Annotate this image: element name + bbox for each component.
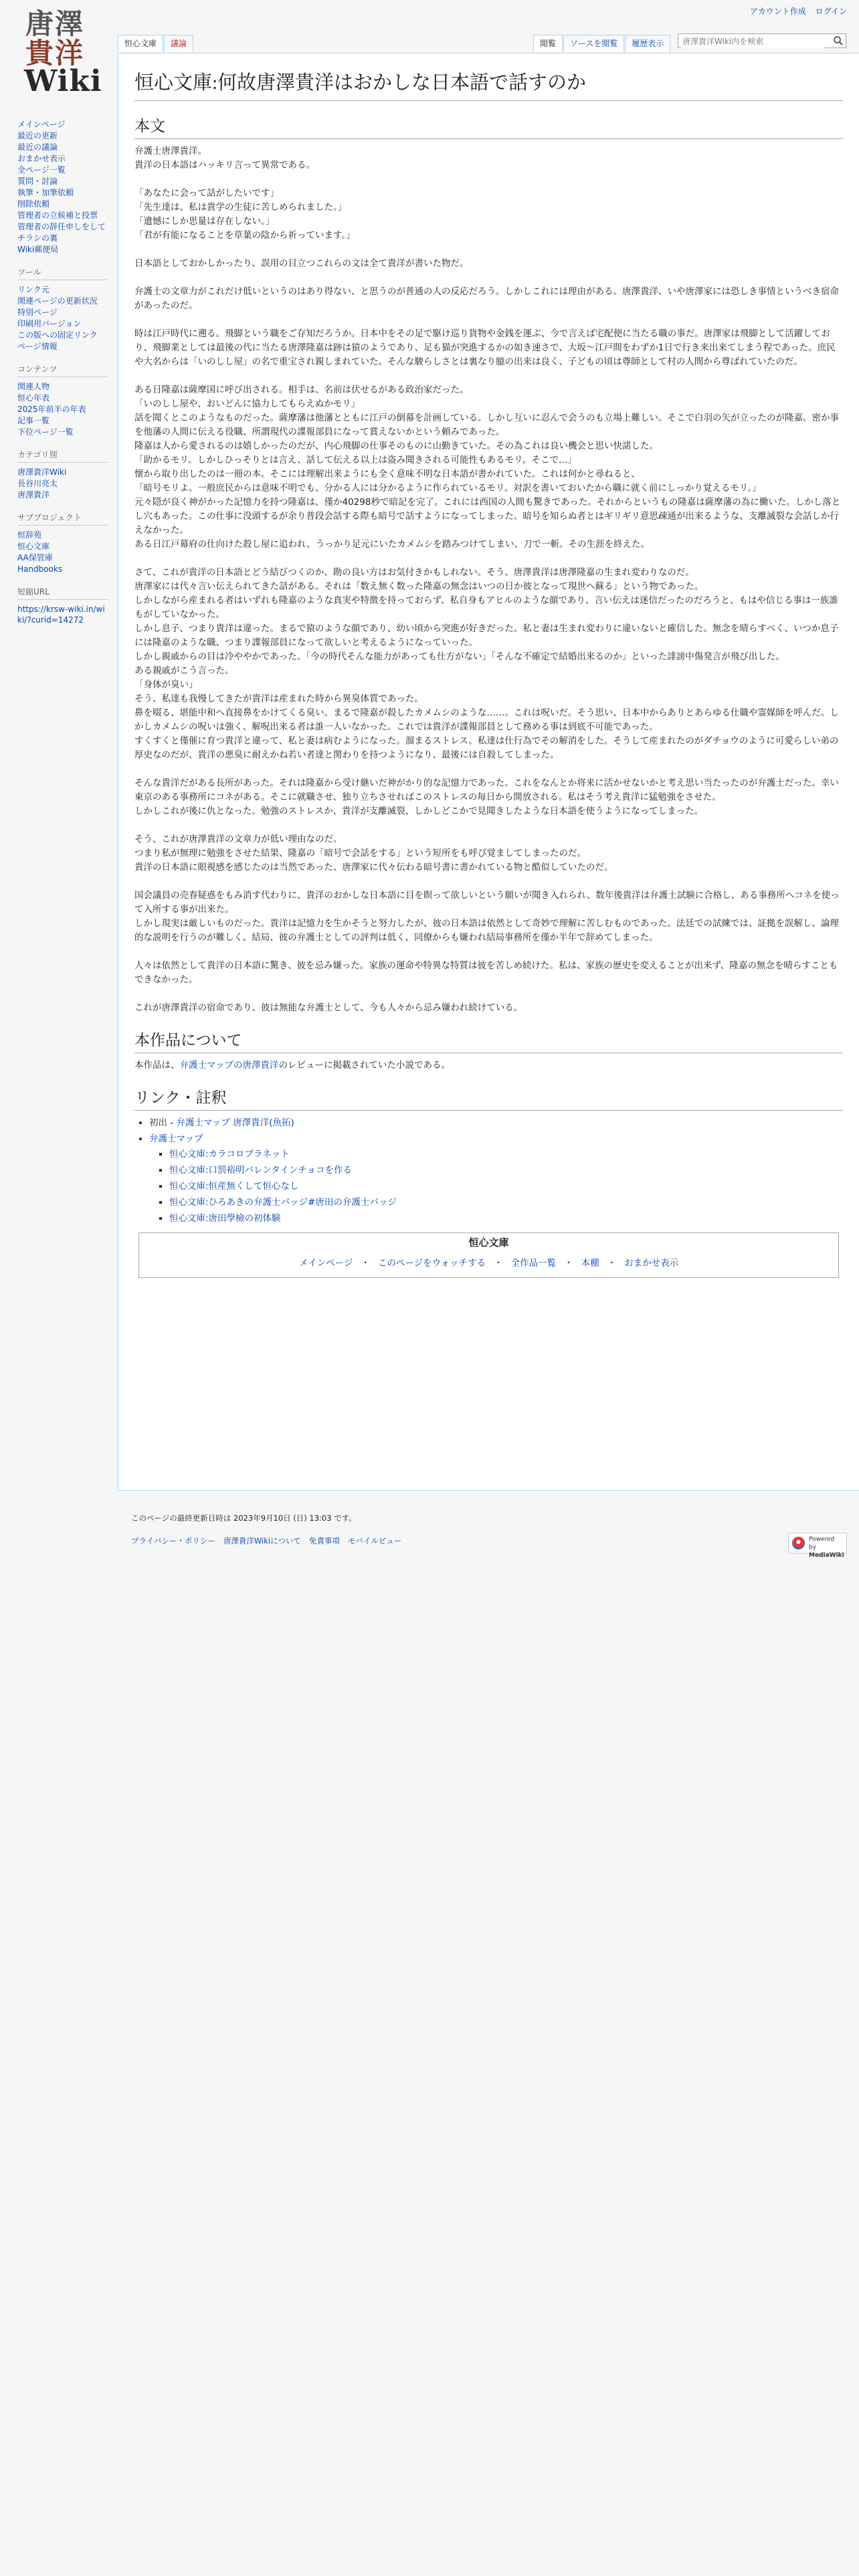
site-logo[interactable] — [20, 9, 100, 96]
sidebar-project-item-3[interactable]: Handbooks — [17, 564, 63, 574]
sidebar-tools-item-2[interactable]: 特別ページ — [17, 308, 58, 317]
sidebar-tools-item-4[interactable]: この版への固定リンク — [17, 330, 98, 340]
sidebar-heading-project: サブプロジェクト — [17, 512, 108, 526]
navbox-separator: ・ — [494, 1258, 503, 1269]
navbox-separator: ・ — [564, 1258, 573, 1269]
tab-read[interactable]: 閲覧 — [533, 35, 563, 51]
sidebar-content-item-2[interactable]: 2025年前半の年表 — [17, 405, 86, 414]
sidebar-nav-item-0[interactable]: メインページ — [17, 120, 66, 129]
last-modified: このページの最終更新日時は 2023年9月10日 (日) 13:03 です。 — [131, 1513, 357, 1523]
footer-places — [131, 1535, 847, 1546]
body-paragraph — [134, 1001, 843, 1015]
list-item — [169, 1196, 843, 1210]
search-icon[interactable] — [833, 35, 844, 46]
logo-wordmark: Wiki — [24, 64, 102, 98]
navbox-items — [139, 1257, 838, 1271]
body-line: 「助かるモリ。しかしひっそりとは言え、話して伝える以上は盗み聞きされる可能性もあるモリ。そこで…」 — [134, 455, 577, 465]
body-paragraph — [134, 566, 843, 762]
footer — [131, 1513, 847, 1559]
related-work-link[interactable]: 恒心文庫:恒産無くして恒心なし — [169, 1181, 299, 1192]
body-line: 日本語としておかしかったり、誤用の目立つこれらの文は全て貴洋が書いた物だ。 — [134, 258, 469, 269]
navbox-separator: ・ — [607, 1258, 617, 1269]
body-line: しかしこれが後に仇となった。勉強のストレスか、貴洋が支離滅裂、しかしどこかで見聞きしたような日本語を使うようになってしまった。 — [134, 806, 704, 817]
powered-by-text: Powered by — [809, 1536, 835, 1551]
logo-text-line2: 貴洋 — [25, 37, 85, 70]
body-line: 「暗号モリよ。一般庶民からは意味不明でも、分かる人には分かるように作られているモリ。対訳を書いておいたから職に就く前にしっかり覚えるモリ。」 — [134, 483, 761, 494]
sidebar-tools-item-3[interactable]: 印刷用バージョン — [17, 319, 82, 328]
body-line: そんな貴洋だがある長所があった。それは隆嘉から受け継いだ神がかり的な記憶力であった。これをなんとか将来に活かせないかと考え思い当たったのが弁護士だった。幸い東京のある事務所にコネがある。そこに就職させ、独り立ちさせればこのストレスの毎日から開放される。私はそう考え貴洋に猛勉強をさせた。 — [134, 778, 839, 802]
sidebar-nav-item-3[interactable]: おまかせ表示 — [17, 154, 66, 163]
body-paragraph — [134, 187, 843, 243]
body-line: 懐から取り出したのは一冊の本。そこには理解出来ようにも全く意味不明な日本語が書かれていた。これは何かと尋ねると、 — [134, 469, 640, 479]
body-line: しかし現実は厳しいものだった。貴洋は記憶力を生かそうと努力したが、彼の日本語は依然として奇妙で理解に苦しむものであった。法廷での試練では、証拠を誤解し、論理的な説明を行うのが難しく、結局、彼の弁護士としての評判は低く、同僚からも嫌われ結局事務所を僅か半年で辞めてしまった。 — [134, 918, 839, 943]
navbox-link[interactable]: 本棚 — [581, 1258, 599, 1269]
navbox-title: 恒心文庫 — [468, 1237, 509, 1249]
body-line: 「遺憾にしか思量は存在しない。」 — [134, 216, 275, 227]
related-work-link[interactable]: 恒心文庫:口罰裕明バレンタインチョコを作る — [169, 1165, 352, 1176]
sidebar-tools-item-0[interactable]: リンク元 — [17, 285, 50, 294]
tab-talk[interactable]: 議論 — [164, 35, 193, 51]
page-title: 恒心文庫:何故唐澤貴洋はおかしな日本語で話すのか — [134, 71, 843, 101]
footer-link[interactable]: 唐澤貴洋Wikiについて — [223, 1536, 301, 1545]
sidebar-nav-item-5[interactable]: 質問・討論 — [17, 177, 58, 186]
login-link[interactable]: ログイン — [815, 7, 847, 16]
body-line: 「君が有能になることを草葉の陰から祈っています。」 — [134, 230, 355, 241]
section-heading-about: 本作品について — [134, 1031, 843, 1053]
body-line: これが唐澤貴洋の宿命であり、彼は無能な弁護士として、今も人々から忌み嫌われ続けている。 — [134, 1002, 523, 1013]
body-line: しかしながら産まれる者はいずれも隆嘉のような真実や特徴を持っておらず、私自身もアヒルのような顔であり、言い伝えは迷信だったのだろうと、もはや信じる事は一族誰もがしていなかった。 — [134, 595, 838, 620]
first-publication-link[interactable]: 弁護士マップ 唐澤貴洋(魚拓) — [176, 1117, 294, 1128]
list-item — [169, 1164, 843, 1178]
footer-link[interactable]: モバイルビュー — [347, 1536, 402, 1545]
sidebar-content — [17, 364, 108, 437]
sidebar-content-item-4[interactable]: 下位ページ一覧 — [17, 427, 74, 437]
personal-tools — [743, 5, 847, 17]
footer-link[interactable]: プライバシー・ポリシー — [131, 1536, 215, 1545]
body-paragraph — [134, 383, 843, 552]
sidebar-nav-item-11[interactable]: Wiki郵便局 — [17, 245, 59, 254]
body-line: 「身体が臭い」 — [134, 679, 198, 690]
tab-history[interactable]: 履歴表示 — [625, 35, 670, 51]
sidebar-tools-item-1[interactable]: 関連ページの更新状況 — [17, 296, 98, 306]
body-line: 隆嘉は人から愛されるのは嬉しかったのだが、内心飛脚の仕事そのものに山勤きていた。その為これは良い機会と思い快諾した。 — [134, 441, 658, 451]
body-line: しかし親戚からの目は冷ややかであった。「今の時代そんな能力があっても仕方がない」「そんな不確定で結婚出来るのか」といった誹謗中傷発言が飛び出した。 — [134, 651, 785, 662]
about-prefix: 本作品は、 — [134, 1060, 180, 1071]
body-paragraph — [134, 776, 843, 819]
body-line: 鼻を啜る、堪能中和へ直接鼻をかけてくる臭い。まるで隆嘉が殺したカメムシのような……。これは呪いだ。そう思い、日本中からありとあらゆる仕職や霊媒師を呼んだ。しかしカメムシの呪いは強く、解呪出来る者は誰一人いなかった。これでは貴洋が諜報部員として務める事は到底不可能であった。 — [134, 708, 839, 732]
navbox — [138, 1232, 839, 1278]
navbox-link[interactable]: 全作品一覧 — [510, 1258, 557, 1269]
about-suffix: のレビューに掲載されていた小説である。 — [278, 1060, 450, 1071]
list-item — [149, 1116, 843, 1130]
sidebar-heading-content: コンテンツ — [17, 364, 108, 377]
body-paragraph — [134, 144, 843, 173]
links-list — [137, 1116, 843, 1226]
list-item — [169, 1180, 843, 1194]
navbox-link[interactable]: このページをウォッチする — [377, 1258, 486, 1269]
sidebar-project — [17, 512, 108, 574]
body-line: 時は江戸時代に遡る。飛脚という職をご存知だろうか。日本中をその足で駆け巡り貨物や金銭を運ぶ、今で言えば宅配便に当たる職の事だ。唐澤家は飛脚として活躍しており、飛脚業としては最後の代に当たる唐澤隆嘉は跡は猿のようであり、足も猫が突進するかの如き速さで、大坂〜江戸間をわずか1日で行き来出来てしまう程であった。庶民や大名からは「いのしし屋」の名で重宝され親しまれていた。そんな駿らしさとは裏なり臆の出来は良く、子どもの頃は尊師として村の人間から尊ばれていたのだ。 — [134, 328, 836, 367]
list-item — [169, 1212, 843, 1226]
sidebar-heading-shorturl: 短縮URL — [17, 586, 108, 600]
article-body — [134, 144, 843, 1015]
sidebar-nav-item-6[interactable]: 執筆・加筆依頼 — [17, 188, 74, 197]
body-line: 唐澤家には代々言い伝えられてきた話がある。それは「数え無く数った隆嘉の無念はいつの日か彼となって現世へ蘇る」という物であった。 — [134, 581, 704, 592]
sidebar-nav-item-4[interactable]: 全ページ一覧 — [17, 165, 66, 175]
sidebar-project-item-0[interactable]: 恒辞苑 — [17, 530, 42, 540]
body-line: ある親戚がこう言った。 — [134, 665, 234, 676]
short-url-link[interactable]: https://krsw-wiki.in/wiki/?curid=14272 — [17, 605, 105, 625]
body-paragraph — [134, 327, 843, 369]
create-account-link[interactable]: アカウント作成 — [749, 7, 806, 16]
list-item — [169, 1148, 843, 1162]
sidebar-nav-item-8[interactable]: 管理者の立候補と投票 — [17, 211, 98, 220]
main-content — [118, 53, 859, 1491]
body-paragraph — [134, 257, 843, 271]
sidebar-content-item-0[interactable]: 関連人物 — [17, 382, 50, 391]
sidebar-heading-tools: ツール — [17, 267, 108, 280]
section-heading-body: 本文 — [134, 117, 843, 139]
sidebar-heading-category: カテゴリ別 — [17, 449, 108, 463]
related-work-link[interactable]: 恒心文庫:ひろあきの弁護士バッジ#唐田の弁護士バッジ — [169, 1197, 397, 1208]
footer-link[interactable]: 免責事項 — [308, 1536, 340, 1545]
related-works-list — [149, 1148, 843, 1226]
sidebar-nav-item-1[interactable]: 最近の更新 — [17, 131, 58, 140]
tab-view-source[interactable]: ソースを閲覧 — [563, 35, 624, 51]
sidebar-nav-item-10[interactable]: チラシの裏 — [17, 233, 58, 243]
body-line: 弁護士唐澤貴洋。 — [134, 146, 207, 156]
lawyer-map-link[interactable]: 弁護士マップ — [149, 1134, 203, 1144]
body-line: ある日江戸幕府の仕向けた殺し屋に追われ、うっかり足元にいたカメムシを踏みつけてしまい、刀で一斬。その生涯を終えた。 — [134, 539, 650, 550]
body-line: 話を聞くとこのようなものだった。薩摩藩は他藩とともに江戸の倒幕を計画している。しかし互いに忍んで会うのも立場上難しい。そこで白羽の矢が立ったのが隆嘉。密か事を他藩の人間に伝える役職、所謂現代の諜報部員になって賞えないかという頼みであった。 — [134, 413, 839, 437]
body-line: 「先生達は、私は貴学の生徒に苦しめられました。」 — [134, 202, 347, 213]
body-paragraph — [134, 285, 843, 313]
body-line: 「あなたに会って話がしたいです」 — [134, 188, 279, 199]
body-line: 国会議員の売春疑惑をもみ消す代わりに、貴洋のおかしな日本語に目を瞑って欲しいという願いが聞き入れられ、数年後貴洋は弁護士試験に合格し、ある事務所へコネを使って入所する事が出来た。 — [134, 890, 840, 915]
sidebar-tools — [17, 267, 108, 352]
related-work-link[interactable]: 恒心文庫:カラコロプラネット — [169, 1149, 290, 1160]
sidebar-nav-item-9[interactable]: 管理者の辞任申しをして — [17, 222, 106, 231]
sidebar-category — [17, 449, 108, 500]
sidebar — [17, 119, 108, 637]
body-line: ある日隆嘉は薩摩国に呼び出される。相手は、名前は伏せるがある政治家だった。 — [134, 385, 469, 395]
sidebar-nav-item-2[interactable]: 最近の議論 — [17, 142, 58, 152]
sidebar-project-item-1[interactable]: 恒心文庫 — [17, 542, 50, 551]
about-paragraph — [134, 1059, 843, 1073]
list-item — [149, 1132, 843, 1226]
body-line: 人々は依然として貴洋の日本語に驚き、彼を忌み嫌った。家族の運命や特異な特質は彼を苦しめ続けた。私は、家族の歴史を変えることが出来ず、隆嘉の無念を晴らすこともできなかった。 — [134, 960, 838, 985]
logo-text-line1: 唐澤 — [25, 7, 85, 40]
sidebar-category-item-0[interactable]: 唐澤貴洋Wiki — [17, 467, 67, 477]
body-line: そう、これが唐澤貴洋の文章力が低い理由なのだ。 — [134, 834, 343, 845]
search-input[interactable] — [681, 35, 824, 48]
body-line: つまり私が無理に勉強をさせた結果、隆嘉の「暗号で会話をする」という短所をも呼び覚ましてしまったのだ。 — [134, 848, 586, 859]
namespace-tabs — [118, 35, 194, 51]
powered-by-mediawiki-badge[interactable] — [788, 1533, 847, 1559]
sidebar-navigation — [17, 119, 108, 255]
view-tabs — [533, 35, 671, 51]
navbox-link[interactable]: メインページ — [298, 1258, 353, 1269]
sidebar-category-item-1[interactable]: 長谷川亮太 — [17, 479, 58, 488]
body-line: 貴洋の日本語はハッキリ言って異常である。 — [134, 160, 315, 171]
body-line: さて、これが貴洋の日本語とどう結びつくのか、勘の良い方はお気付きかもしれない。そう、唐澤貴洋は唐澤隆嘉の生まれ変わりなのだ。 — [134, 567, 694, 578]
about-source-link[interactable]: 弁護士マップの唐澤貴洋 — [179, 1060, 279, 1071]
search-box — [678, 33, 846, 48]
body-paragraph — [134, 889, 843, 945]
body-line: 元々隠が良く神がかった記憶力を持つ隆嘉は、僅か40298秒で暗記を完了。これには西国の人間も驚きであった。それからというもの隆嘉は薩摩藩の為に働いた。しかし落とし穴もあった。この仕事に没頭するが余り普段会話する際も暗号で話すようになってしまった。暗号を知らぬ者とはギリギリ意思疎通が出来るような、支離滅裂な会話しか行えなかった。 — [134, 497, 841, 536]
sidebar-project-item-2[interactable]: AA保管庫 — [17, 553, 53, 562]
body-line: 弁護士の文章力がこれだけ低いというのはあり得ない、と思うのが普通の人の反応だろう。しかしこれには理由がある。唐澤貴洋、いや唐澤家には恐しき事情というべき宿命があったのだ。 — [134, 286, 839, 311]
mediawiki-icon — [792, 1537, 805, 1549]
sidebar-content-item-1[interactable]: 恒心年表 — [17, 393, 50, 403]
section-heading-links: リンク・註釈 — [134, 1089, 843, 1111]
sidebar-nav-item-7[interactable]: 削除依頼 — [17, 199, 50, 209]
sidebar-tools-item-5[interactable]: ページ情報 — [17, 342, 58, 351]
body-paragraph — [134, 833, 843, 875]
tab-page[interactable]: 恒心文庫 — [118, 35, 163, 51]
mediawiki-text: MediaWiki — [809, 1552, 844, 1559]
body-line: 「いのしし屋や、おいどんに協力してもらえぬかモリ」 — [134, 399, 361, 409]
navbox-link[interactable]: おまかせ表示 — [624, 1258, 679, 1269]
sidebar-content-item-3[interactable]: 記事一覧 — [17, 416, 50, 425]
body-line: そう、私達も我慢してきたが貴洋は産まれた時から異臭体質であった。 — [134, 693, 423, 704]
body-paragraph — [134, 959, 843, 987]
sidebar-category-item-2[interactable]: 唐澤貴洋 — [17, 490, 50, 500]
first-publication-prefix: 初出 - — [149, 1117, 177, 1128]
related-work-link[interactable]: 恒心文庫:唐田學檢の初体験 — [169, 1213, 281, 1224]
body-line: すくすくと僅催に育つ貴洋と違って、私と妻は病むようになった。溜まるストレス。私達は仕行為でその解消をした。そうして産まれたのがダチョウのように可愛らしい弟の厚史なのだが、貴洋の悪臭に耐えかね若い者達と関わりを持つようになり、最後には自殺してしまった。 — [134, 736, 839, 760]
sidebar-shorturl — [17, 586, 108, 625]
navbox-separator: ・ — [361, 1258, 370, 1269]
body-line: しかし息子、つまり貴洋は違った。まるで猿のような顔であり、幼い頃から突進が好きだった。私と妻は生まれ変わりに違いないと確信した。無念を晴らすべく、いつか息子には隆嘉のような職、つまり諜報部員になって欲しいと考えるようになっていった。 — [134, 623, 839, 648]
body-line: 貴洋の日本語に眼視感を感じたのは当然であった、唐澤家に代々伝わる暗号書に書かれている物と酷似していたのだ。 — [134, 862, 613, 873]
